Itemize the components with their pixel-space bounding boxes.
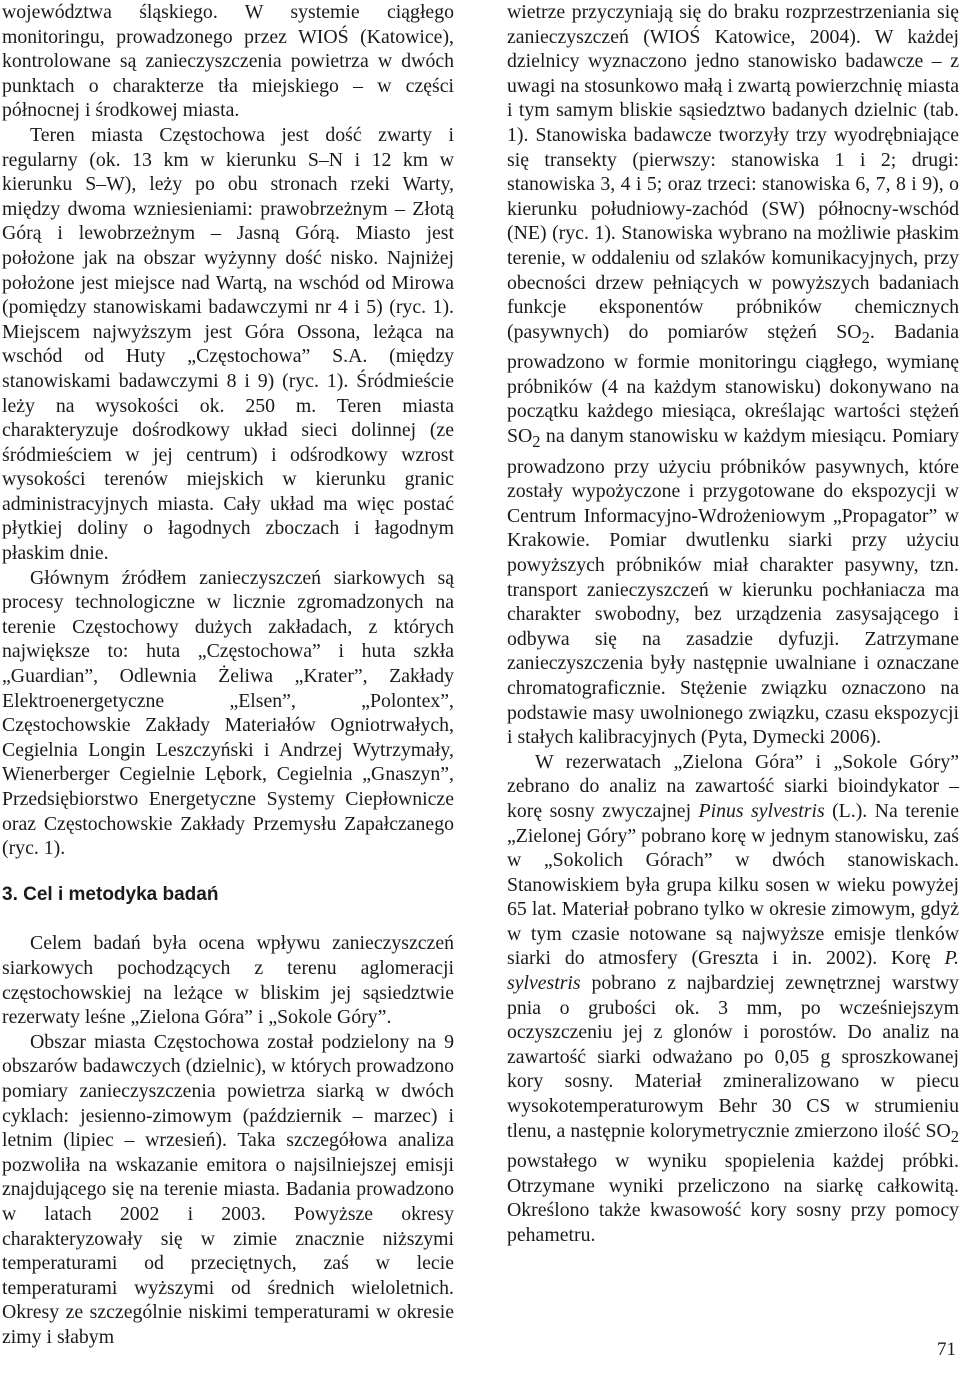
species-name: Pinus sylvestris (698, 799, 825, 822)
right-column (507, 0, 959, 1248)
subscript: 2 (532, 432, 541, 451)
text-run: powstałego w wyniku spopielenia każdej próbki. Otrzymane wyniki przeliczono na siarkę całkowitą. Określono także kwasowość kory sosny przy pomocy pehametru. (507, 1150, 959, 1246)
text-run: (L.). Na terenie „Zielonej Góry” pobrano korę w jednym stanowisku, zaś w „Sokolich Górach” w dwóch stanowiskach. Stanowiskiem była grupa kilku sosen w wieku powyżej 65 lat. Materiał pobrano tylko w okresie zimowym, gdyż w tym czasie notowane są najwyższe emisje tlenków siarki do atmosfery (Greszta i in. 2002). Korę (507, 799, 959, 970)
subscript: 2 (861, 327, 870, 347)
section-heading: 3. Cel i metodyka badań (2, 883, 219, 905)
text-run: na danym stanowisku w każdym miesiącu. Pomiary prowadzono przy użyciu próbników pasywnych, które zostały wypożyczone i przygotowane do ekspozycji w Centrum Informacyjno-Wdrożeniowym „Propagator” w Krakowie. Pomiar dwutlenku siarki przy użyciu powyższych próbników miał charakter pasywny, tzn. transport zanieczyszczeń w kierunku pochłaniacza ma charakter swobodny, bez urządzenia zasysającego i odbywa się na zasadzie dyfuzji. Zatrzymane zanieczyszczenia były następnie uwalniane i oznaczane chromatograficznie. Stężenie związku oznaczono na podstawie masy uwolnionego związku, czasu ekspozycji i stałych kalibracyjnych (Pyta, Dymecki 2006). (507, 425, 959, 749)
subscript: 2 (950, 1126, 959, 1146)
paragraph: Teren miasta Częstochowa jest dość zwarty i regularny (ok. 13 km w kierunku S–N i 12 km w kierunku S–W), leży po obu stronach rzeki Warty, między dwoma wzniesieniami: prawobrzeżnym – Złotą Górą i lewobrzeżnym – Jasną Górą. Miasto jest położone jak na obszar wyżynny dość nisko. Najniżej położone jest miejsce nad Wartą, na wschód od Mirowa (pomiędzy stanowiskami badawczymi nr 4 i 5) (ryc. 1). Miejscem najwyższym jest Góra Ossona, leżąca na wschód od Huty „Częstochowa” S.A. (między stanowiskami badawczymi 8 i 9) (ryc. 1). Śródmieście leży na wysokości ok. 250 m. Teren miasta charakteryzuje dośrodkowy układ sieci dolinnej (ze śródmieściem w jej centrum) i odśrodkowy wzrost wysokości terenów miejskich w kierunku granic administracyjnych miasta. Cały układ ma więc postać płytkiej doliny o łagodnych zboczach i łagodnym płaskim dnie. (2, 123, 454, 565)
paragraph: województwa śląskiego. W systemie ciągłego monitoringu, prowadzonego przez WIOŚ (Katowice), kontrolowane są zanieczyszczenia powietrza w dwóch punktach o charakterze tła miejskiego – w części północnej i środkowej miasta. (2, 1, 454, 122)
paragraph (507, 750, 959, 1248)
paragraph: Celem badań była ocena wpływu zanieczyszczeń siarkowych pochodzących z terenu aglomeracji częstochowskiej na leżące w bliskim jej sąsiedztwie rezerwaty leśne „Zielona Góra” i „Sokole Góry”. (2, 932, 454, 1029)
text-run: W rezerwatach „Zielona Góra” i „Sokole Góry” zebrano do analiz na zawartość siarki bioindykator – korę sosny zwyczajnej (507, 750, 959, 822)
page-number: 71 (937, 1339, 956, 1360)
paragraph (507, 0, 959, 750)
species-name: P. sylvestris (507, 947, 959, 995)
text-run: . Badania prowadzono w formie monitoringu ciągłego, wymianę próbników (4 na każdym stanowisku) dokonywano na początku każdego miesiąca, określając wartości stężeń SO (507, 320, 960, 448)
text-run: pobrano z najbardziej zewnętrznej warstwy pnia o grubości ok. 3 mm, po wcześniejszym oczyszczeniu jej z glonów i porostów. Do analiz na zawartość siarki odważano po 0,05 g sproszkowanej kory sosny. Materiał zmineralizowano w piecu wysokotemperaturowym Behr 30 CS w strumieniu tlenu, a następnie kolorymetrycznie zmierzono ilość SO (507, 972, 959, 1142)
paragraph: Obszar miasta Częstochowa został podzielony na 9 obszarów badawczych (dzielnic), w których prowadzono pomiary zanieczyszczenia powietrza siarką w dwóch cyklach: jesienno-zimowym (październik – marzec) i letnim (lipiec – wrzesień). Taka szczegółowa analiza pozwoliła na wskazanie emitora o najsilniejszej emisji znajdującego się na terenie miasta. Badania prowadzono w latach 2002 i 2003. Powyższe okresy charakteryzowały się w zimie znacznie niższymi temperaturami od przeciętnych, zaś w lecie temperaturami wyższymi od średnich wieloletnich. Okresy ze szczególnie niskimi temperaturami w okresie zimy i słabym (2, 1030, 454, 1348)
text-run: wietrze przyczyniają się do braku rozprzestrzeniania się zanieczyszczeń (WIOŚ Katowice, 2004). W każdej dzielnicy wyznaczono jedno stanowisko badawcze – z uwagi na stosunkowo małą i zwartą powierzchnię miasta i tym samym bliskie sąsiedztwo badanych dzielnic (tab. 1). Stanowiska badawcze tworzyły trzy wyodrębniające się transekty (pierwszy: stanowiska 1 i 2; drugi: stanowiska 3, 4 i 5; oraz trzeci: stanowiska 6, 7, 8 i 9), o kierunku południowy-zachód (SW) północny-wschód (NE) (ryc. 1). Stanowiska wybrano na możliwie płaskim terenie, w oddaleniu od szlaków komunikacyjnych, przy obecności drzew pełniących w powyższych badaniach funkcje eksponentów próbników chemicznych (pasywnych) do pomiarów stężeń SO (507, 1, 959, 343)
paragraph: Głównym źródłem zanieczyszczeń siarkowych są procesy technologiczne w licznie zgromadzonych na terenie Częstochowy dużych zakładach, z których największe to: huta „Częstochowa” i huta szkła „Guardian”, Odlewnia Żeliwa „Krater”, Zakłady Elektroenergetyczne „Elsen”, „Polontex”, Częstochowskie Zakłady Materiałów Ogniotrwałych, Cegielnia Longin Leszczyński i Andrzej Wytrzymały, Wienerberger Cegielnie Lębork, Cegielnia „Gnaszyn”, Przedsiębiorstwo Energetyczne Systemy Ciepłownicze oraz Częstochowskie Zakłady Przemysłu Zapałczanego (ryc. 1). (2, 566, 454, 860)
left-column (2, 0, 454, 1349)
